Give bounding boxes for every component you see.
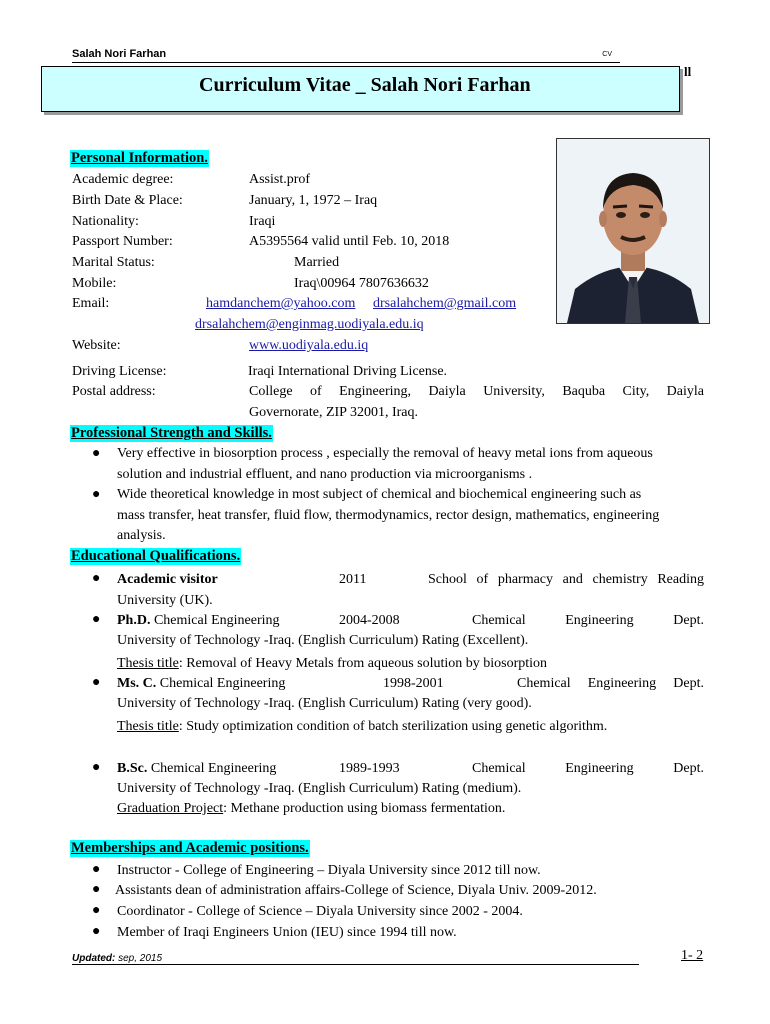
page-number: 1- 2 [681,948,704,963]
footer-divider [72,964,639,965]
phd-line2: University of Technology -Iraq. (English Curriculum) Rating (Excellent). [117,633,529,648]
phd-row [117,612,280,630]
bsc-project-label: Graduation Project [117,801,224,816]
portrait-image [557,139,709,323]
email-link-yahoo[interactable]: hamdanchem@yahoo.com [206,296,356,311]
msc-thesis-label: Thesis title [117,719,179,734]
msc-degree: Ms. C. [117,676,157,691]
footer-updated-value: sep, 2015 [115,953,163,964]
marital-status-value: Married [294,255,340,270]
skill-item-2 [117,485,707,547]
membership-item-2: Assistants dean of administration affairs-College of Science, Diyala Univ. 2009-2012. [115,883,597,898]
bullet-icon: ● [92,903,101,918]
birth-date-label: Birth Date & Place: [72,193,183,208]
bullet-icon: ● [92,571,101,586]
phd-years: 2004-2008 [339,613,400,628]
skill-item-2-line2: mass transfer, heat transfer, fluid flow, thermodynamics, rector design, mathematics, engineering [117,507,660,523]
title-tail: ll [684,64,692,79]
membership-item-3: Coordinator - College of Science – Diyala University since 2002 - 2004. [117,904,523,919]
bsc-degree: B.Sc. [117,761,148,776]
bsc-project [117,800,505,818]
bullet-icon: ● [92,487,101,502]
phd-thesis-label: Thesis title [117,656,179,671]
visitor-place: School of pharmacy and chemistry Reading [428,572,704,587]
visitor-line2: University (UK). [117,593,213,608]
postal-address-label: Postal address: [72,384,156,399]
profile-photo [556,138,710,324]
mobile-label: Mobile: [72,276,117,291]
bsc-project-text: : Methane production using biomass fermentation. [223,801,506,816]
skill-item-2-line1: Wide theoretical knowledge in most subject of chemical and biochemical engineering such as [117,487,642,502]
bullet-icon: ● [92,882,101,897]
bullet-icon: ● [92,760,101,775]
email-link-university[interactable]: drsalahchem@enginmag.uodiyala.edu.iq [195,317,424,332]
skill-item-2-line3: analysis. [117,528,166,543]
phd-field: Chemical Engineering [153,613,280,628]
visitor-year: 2011 [339,572,367,587]
title-box [41,66,680,112]
academic-degree-value: Assist.prof [249,172,311,187]
membership-item-1: Instructor - College of Engineering – Diyala University since 2012 till now. [117,863,541,878]
phd-degree: Ph.D. [117,613,151,628]
education-heading: Educational Qualifications. [71,548,241,564]
website-link[interactable]: www.uodiyala.edu.iq [249,338,369,353]
website-label: Website: [72,338,121,353]
passport-label: Passport Number: [72,234,173,249]
running-header [72,48,620,63]
header-name: Salah Nori Farhan [72,48,167,60]
msc-row [117,675,285,693]
postal-address-line2: Governorate, ZIP 32001, Iraq. [249,405,418,420]
footer-updated [72,953,162,964]
memberships-heading: Memberships and Academic positions. [71,840,309,856]
nationality-label: Nationality: [72,214,139,229]
skill-item-1-line2: solution and industrial effluent, and nano production via microorganisms . [117,466,533,482]
msc-years: 1998-2001 [383,676,444,691]
bullet-icon: ● [92,446,101,461]
bsc-dept: Chemical Engineering Dept. [472,761,704,776]
birth-date-value: January, 1, 1972 – Iraq [249,193,378,208]
header-cv-mark: CV [602,51,612,58]
membership-item-4: Member of Iraqi Engineers Union (IEU) since 1994 till now. [117,925,457,940]
footer-updated-label: Updated: [72,953,116,964]
skill-item-1-line1: Very effective in biosorption process , especially the removal of heavy metal ions from aqueous [117,446,653,461]
academic-degree-label: Academic degree: [72,172,174,187]
skills-heading: Professional Strength and Skills. [71,425,272,441]
msc-field: Chemical Engineering [159,676,286,691]
mobile-value: Iraq\00964 7807636632 [294,276,429,291]
msc-dept: Chemical Engineering Dept. [517,676,704,691]
driving-license-value: Iraqi International Driving License. [248,364,448,379]
passport-value: A5395564 valid until Feb. 10, 2018 [249,234,450,249]
driving-license-label: Driving License: [72,364,167,379]
bsc-line2: University of Technology -Iraq. (English Curriculum) Rating (medium). [117,781,522,796]
msc-thesis [117,718,607,736]
bsc-row [117,760,276,778]
marital-status-label: Marital Status: [72,255,155,270]
bullet-icon: ● [92,675,101,690]
bullet-icon: ● [92,862,101,877]
phd-thesis [117,655,547,673]
email-link-gmail[interactable]: drsalahchem@gmail.com [373,296,517,311]
phd-thesis-text: : Removal of Heavy Metals from aqueous solution by biosorption [178,656,548,671]
skill-item-1 [117,444,707,485]
email-label: Email: [72,296,110,311]
nationality-value: Iraqi [249,214,276,229]
msc-line2: University of Technology -Iraq. (English Curriculum) Rating (very good). [117,696,532,711]
page-title: Curriculum Vitae _ Salah Nori Farhan [199,74,531,96]
personal-info-heading: Personal Information. [71,150,208,166]
phd-dept: Chemical Engineering Dept. [472,613,704,628]
postal-address-line1: College of Engineering, Daiyla University, Baquba City, Daiyla [249,384,704,399]
bullet-icon: ● [92,612,101,627]
visitor-title: Academic visitor [117,572,218,587]
bullet-icon: ● [92,924,101,939]
msc-thesis-text: : Study optimization condition of batch sterilization using genetic algorithm. [178,719,608,734]
bsc-field: Chemical Engineering [150,761,277,776]
bsc-years: 1989-1993 [339,761,400,776]
